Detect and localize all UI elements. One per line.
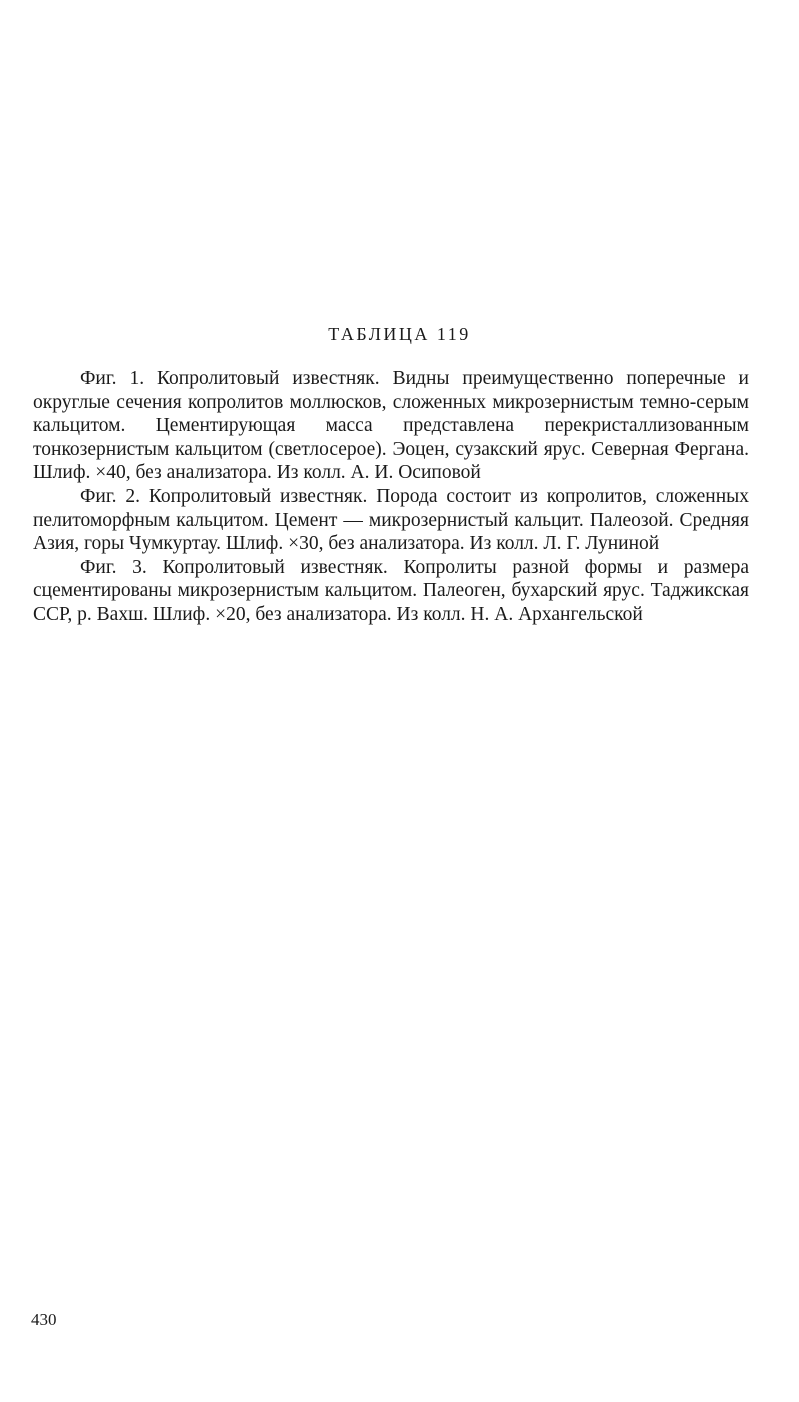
caption-fig-2: Фиг. 2. Копролитовый известняк. Порода состоит из копролитов, сложенных пелитоморфным кальцитом. Цемент — микрозернистый кальцит. Палеозой. Средняя Азия, горы Чумкуртау. Шлиф. ×30, без анализатора. Из колл. Л. Г. Луниной <box>33 485 749 555</box>
caption-fig-1: Фиг. 1. Копролитовый известняк. Видны преимущественно поперечные и округлые сечения копролитов моллюсков, сложенных микрозернистым темно-серым кальцитом. Цементирующая масса представлена перекристаллизованным тонкозернистым кальцитом (светлосерое). Эоцен, сузакский ярус. Северная Фергана. Шлиф. ×40, без анализатора. Из колл. А. И. Осиповой <box>33 368 749 484</box>
figure-captions <box>33 367 749 627</box>
page-number: 430 <box>31 1310 57 1329</box>
caption-fig-3: Фиг. 3. Копролитовый известняк. Копролиты разной формы и размера сцементированы микрозернистым кальцитом. Палеоген, бухарский ярус. Таджикская ССР, р. Вахш. Шлиф. ×20, без анализатора. Из колл. Н. А. Архангельской <box>33 556 749 625</box>
table-title: ТАБЛИЦА 119 <box>328 324 471 344</box>
